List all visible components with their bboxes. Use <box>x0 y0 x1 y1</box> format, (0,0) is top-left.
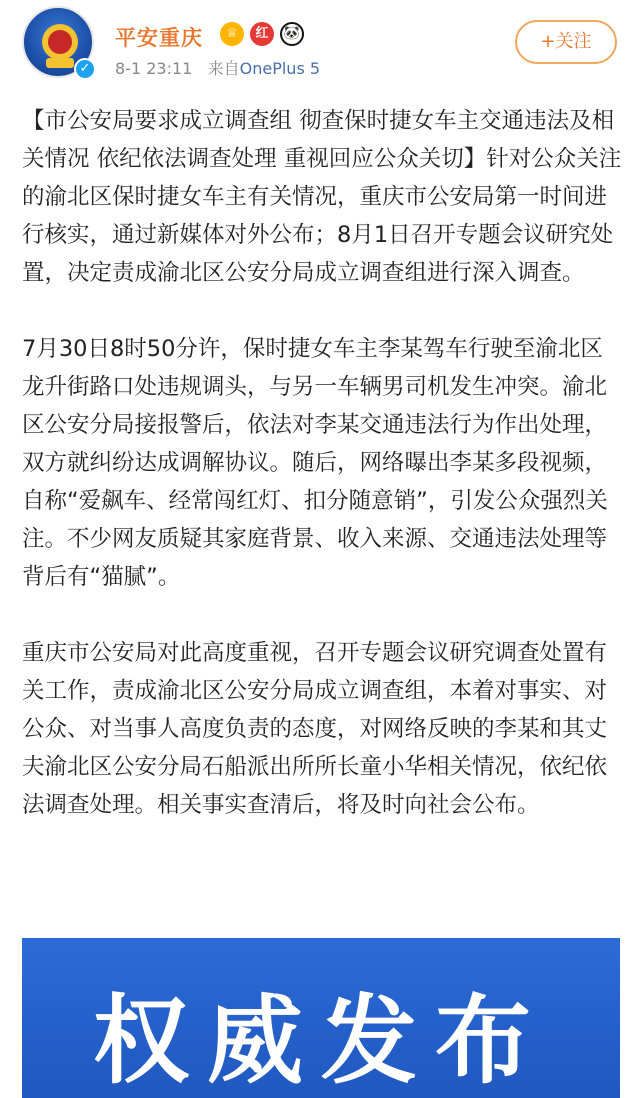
user-badges <box>220 22 304 46</box>
red-badge-icon[interactable]: 红 <box>250 22 274 46</box>
post-header <box>0 0 640 98</box>
verified-icon: ✓ <box>74 58 96 80</box>
post-timestamp: 8-1 23:11 <box>115 59 193 78</box>
banner-title: 权威发布 <box>93 985 549 1097</box>
post-paragraph-3: 重庆市公安局对此高度重视，召开专题会议研究调查处置有关工作，责成渝北区公安分局成立调查组，本着对事实、对公众、对当事人高度负责的态度，对网络反映的李某和其丈夫渝北区公安分局石船派出所所长童小华相关情况，依纪依法调查处理。相关事实查清后，将及时向社会公布。 <box>22 640 608 818</box>
panda-icon[interactable]: 🐼 <box>280 22 304 46</box>
post-meta <box>115 56 320 79</box>
post-image-banner[interactable] <box>22 938 620 1098</box>
post-paragraph-2: 7月30日8时50分许，保时捷女车主李某驾车行驶至渝北区龙升街路口处违规调头，与另一车辆男司机发生冲突。渝北区公安分局接报警后，依法对李某交通违法行为作出处理，双方就纠纷达成调解协议。随后，网络曝出李某多段视频，自称“爱飙车、经常闯红灯、扣分随意销”，引发公众强烈关注。不少网友质疑其家庭背景、收入来源、交通违法处理等背后有“猫腻”。 <box>22 336 608 590</box>
follow-button[interactable]: +关注 <box>515 20 617 64</box>
source-prefix: 来自 <box>207 59 240 78</box>
post-content <box>22 102 622 824</box>
username[interactable]: 平安重庆 <box>115 26 203 50</box>
source-device[interactable]: OnePlus 5 <box>239 59 321 78</box>
crown-icon[interactable]: ♕ <box>220 22 244 46</box>
post-paragraph-1: 【市公安局要求成立调查组 彻查保时捷女车主交通违法及相关情况 依纪依法调查处理 重视回应公众关切】针对公众关注的渝北区保时捷女车主有关情况，重庆市公安局第一时间进行核实，通过新媒体对外公布；8月1日召开专题会议研究处置，决定责成渝北区公安分局成立调查组进行深入调查。 <box>22 108 622 286</box>
